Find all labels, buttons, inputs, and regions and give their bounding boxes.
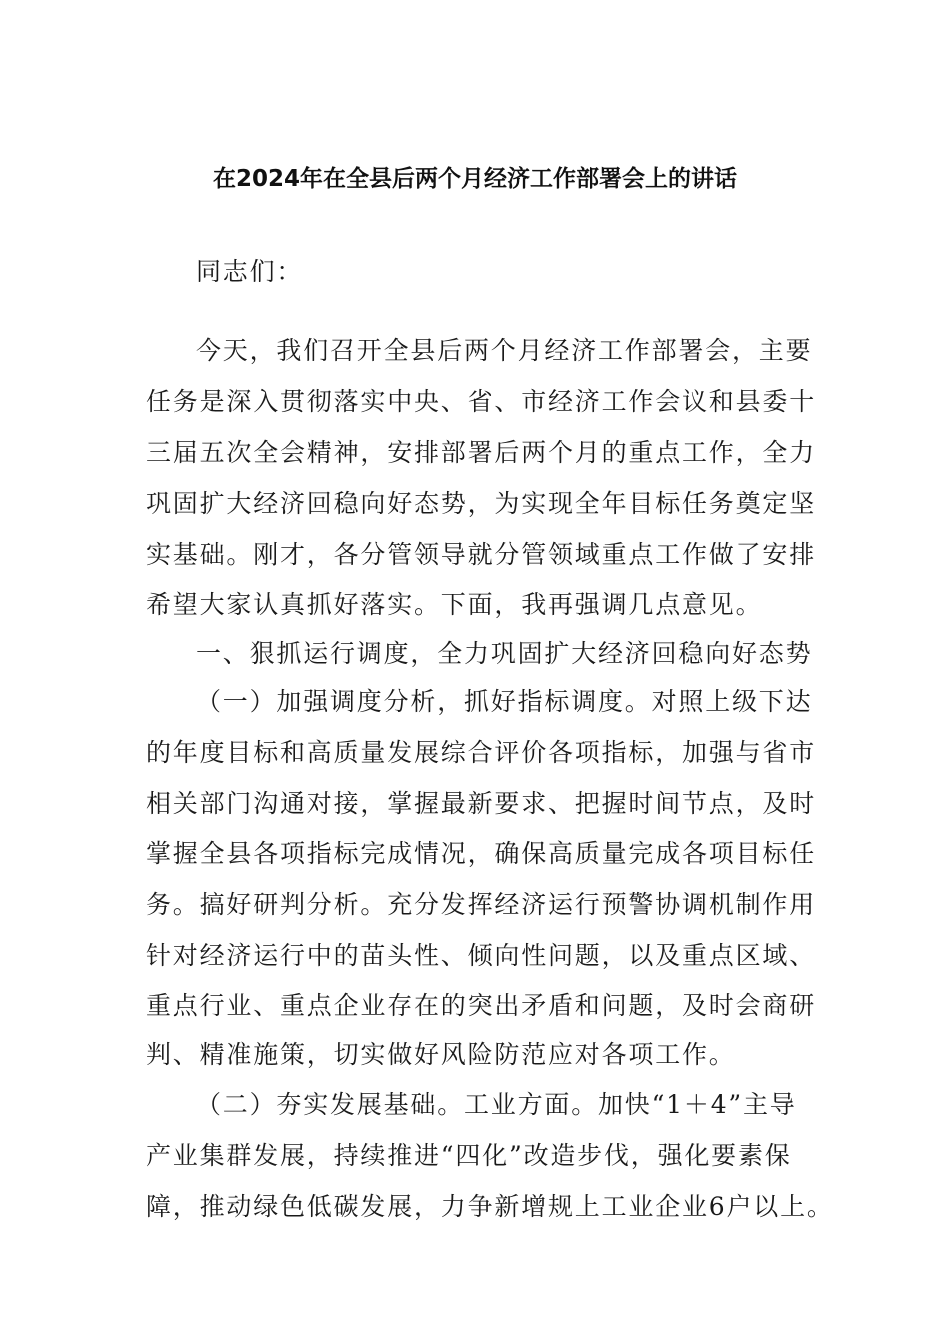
paragraph-line: 产业集群发展，持续推进“四化”改造步伐，强化要素保 xyxy=(146,1141,792,1170)
paragraph-line: 判、精准施策，切实做好风险防范应对各项工作。 xyxy=(146,1040,736,1069)
paragraph-line: 希望大家认真抓好落实。下面，我再强调几点意见。 xyxy=(146,590,763,619)
paragraph-line: 巩固扩大经济回稳向好态势，为实现全年目标任务奠定坚 xyxy=(146,489,817,518)
paragraph-line: （二）夯实发展基础。工业方面。加快“1＋4”主导 xyxy=(196,1090,797,1119)
paragraph-line: 务。搞好研判分析。充分发挥经济运行预警协调机制作用 xyxy=(146,890,817,919)
paragraph-line: （一）加强调度分析，抓好指标调度。对照上级下达 xyxy=(196,687,813,716)
paragraph-line: 任务是深入贯彻落实中央、省、市经济工作会议和县委十 xyxy=(146,387,817,416)
paragraph-line: 掌握全县各项指标完成情况，确保高质量完成各项目标任 xyxy=(146,839,817,868)
paragraph-line: 相关部门沟通对接，掌握最新要求、把握时间节点，及时 xyxy=(146,789,817,818)
paragraph-line: 障，推动绿色低碳发展，力争新增规上工业企业6户以上。 xyxy=(146,1192,834,1221)
section-heading: 一、狠抓运行调度，全力巩固扩大经济回稳向好态势 xyxy=(196,639,813,668)
paragraph-line: 今天，我们召开全县后两个月经济工作部署会，主要 xyxy=(196,336,813,365)
paragraph-line: 三届五次全会精神，安排部署后两个月的重点工作，全力 xyxy=(146,438,817,467)
paragraph-line: 的年度目标和高质量发展综合评价各项指标，加强与省市 xyxy=(146,738,817,767)
document-title: 在2024年在全县后两个月经济工作部署会上的讲话 xyxy=(212,166,737,192)
salutation: 同志们： xyxy=(196,257,304,286)
paragraph-line: 重点行业、重点企业存在的突出矛盾和问题，及时会商研 xyxy=(146,991,817,1020)
paragraph-line: 针对经济运行中的苗头性、倾向性问题，以及重点区域、 xyxy=(146,941,817,970)
paragraph-line: 实基础。刚才，各分管领导就分管领域重点工作做了安排 xyxy=(146,540,817,569)
